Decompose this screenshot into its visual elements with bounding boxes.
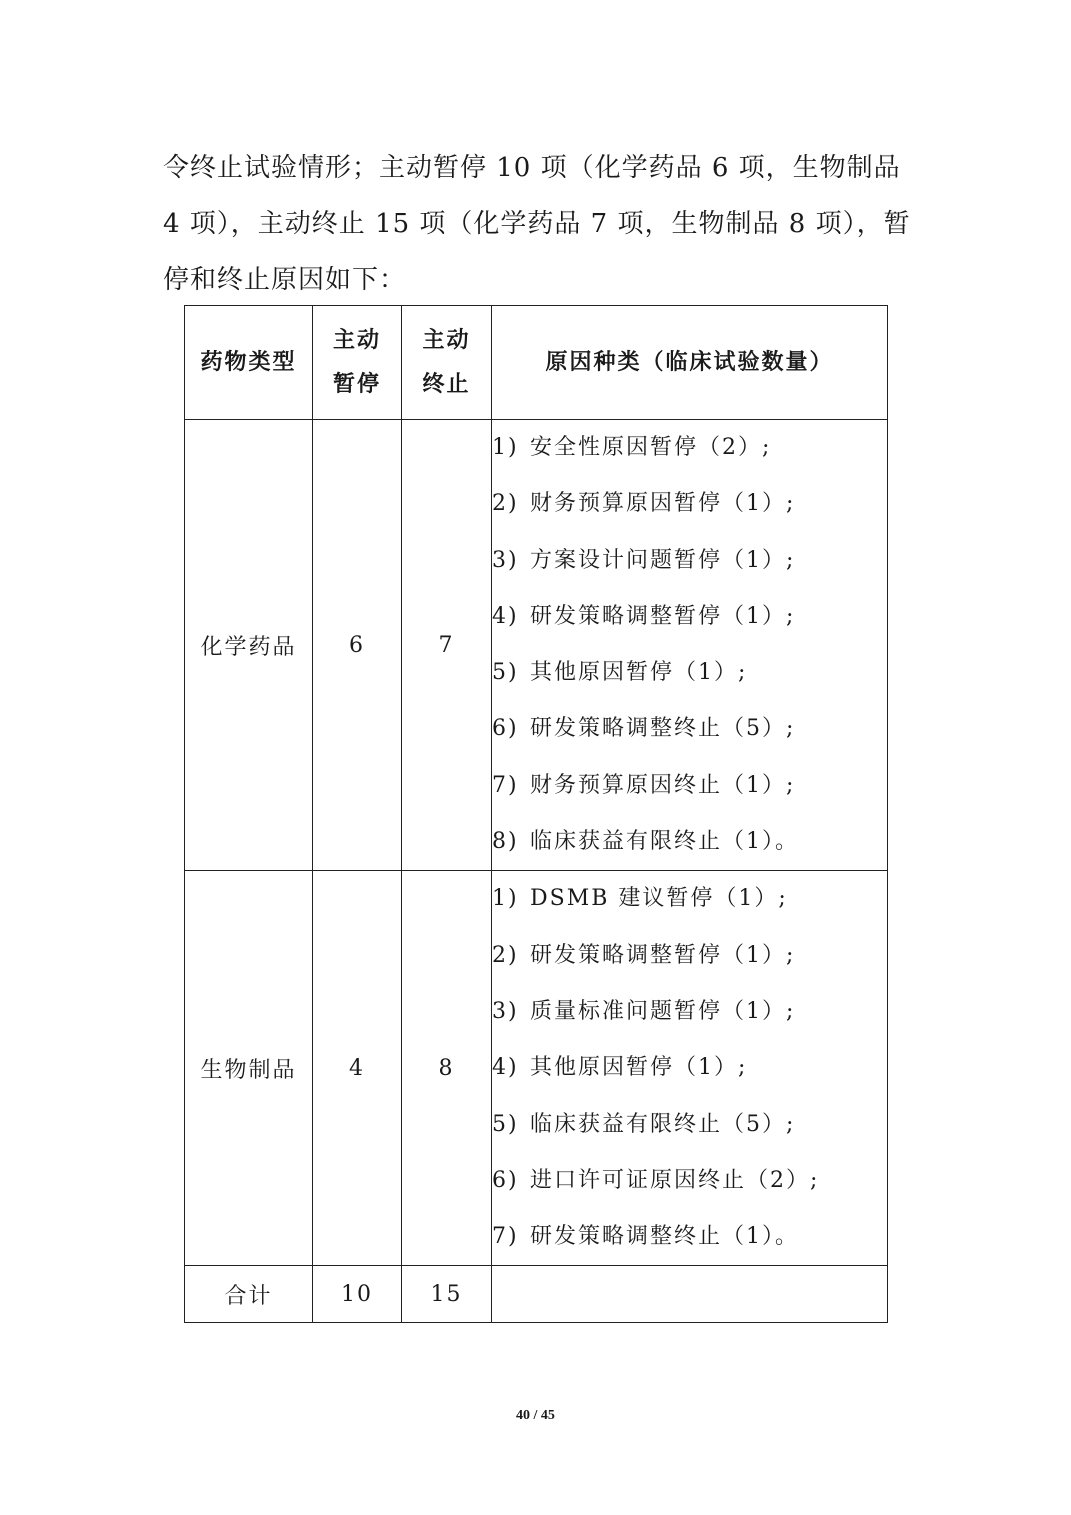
reason-item [492,984,887,1040]
reason-number: 2) [492,942,519,968]
header-active-pause [313,306,402,420]
paragraph-line: 令终止试验情形；主动暂停 10 项（化学药品 6 项，生物制品 [163,153,901,183]
reason-item [492,871,887,927]
reason-text: 质量标准问题暂停（1）; [530,998,796,1024]
cell-drug-type: 化学药品 [185,420,313,871]
reason-number: 1) [492,886,519,912]
reason-number: 1) [492,435,519,460]
cell-stop-count: 7 [402,420,492,871]
cell-pause-count: 6 [313,420,402,871]
header-active-pause-line1: 主动 [332,327,381,353]
reason-text: 财务预算原因暂停（1）; [530,491,796,517]
header-active-stop-line2: 终止 [422,371,471,397]
reason-item [492,1153,887,1209]
reason-item [492,1097,887,1153]
header-reasons: 原因种类（临床试验数量） [492,306,888,420]
table-row [185,871,888,1266]
reason-text: DSMB 建议暂停（1）; [530,886,788,912]
reason-item [492,1040,887,1096]
page-number: 40 / 45 [516,1408,555,1423]
cell-pause-count: 4 [313,871,402,1266]
cell-total-pause: 10 [313,1266,402,1323]
body-paragraph [163,140,913,308]
reason-item [492,589,887,645]
cell-total-label: 合计 [185,1266,313,1323]
cell-stop-count: 8 [402,871,492,1266]
reason-item [492,645,887,701]
reason-item [492,420,887,476]
reason-number: 4) [492,1055,519,1081]
reason-item [492,758,887,814]
cell-reasons [492,871,888,1266]
reason-number: 8) [492,829,519,855]
pause-termination-table [184,305,888,1323]
cell-total-stop: 15 [402,1266,492,1323]
reason-number: 7) [492,1224,519,1250]
table-total-row [185,1266,888,1323]
reason-number: 6) [492,716,519,742]
reason-text: 安全性原因暂停（2）; [530,435,772,460]
reason-number: 5) [492,1111,519,1137]
reason-number: 3) [492,998,519,1024]
cell-drug-type: 生物制品 [185,871,313,1266]
reason-item [492,476,887,532]
reason-text: 研发策略调整终止（5）; [530,716,796,742]
paragraph-line: 4 项），主动终止 15 项（化学药品 7 项，生物制品 8 项），暂 [163,209,911,239]
reason-text: 研发策略调整暂停（1）; [530,942,796,968]
reason-item [492,1209,887,1265]
reason-item [492,814,887,870]
header-active-pause-line2: 暂停 [332,371,381,397]
cell-reasons [492,420,888,871]
table-header-row [185,306,888,420]
reason-item [492,533,887,589]
reason-text: 临床获益有限终止（5）; [530,1111,796,1137]
reason-number: 4) [492,603,519,629]
reason-number: 7) [492,772,519,798]
reason-number: 5) [492,660,519,686]
table-row [185,420,888,871]
header-active-stop [402,306,492,420]
reason-text: 进口许可证原因终止（2）; [530,1167,820,1193]
cell-total-reasons [492,1266,888,1323]
reason-number: 6) [492,1167,519,1193]
reason-number: 2) [492,491,519,517]
reason-text: 研发策略调整暂停（1）; [530,603,796,629]
header-drug-type: 药物类型 [185,306,313,420]
header-active-stop-line1: 主动 [422,327,471,353]
reason-text: 临床获益有限终止（1）。 [530,829,799,855]
reason-number: 3) [492,547,519,573]
reason-text: 其他原因暂停（1）; [530,660,748,686]
reason-text: 方案设计问题暂停（1）; [530,547,796,573]
reason-text: 其他原因暂停（1）; [530,1055,748,1081]
reason-text: 研发策略调整终止（1）。 [530,1224,799,1250]
paragraph-line: 停和终止原因如下： [163,265,407,295]
reason-item [492,928,887,984]
reason-item [492,701,887,757]
reason-text: 财务预算原因终止（1）; [530,772,796,798]
